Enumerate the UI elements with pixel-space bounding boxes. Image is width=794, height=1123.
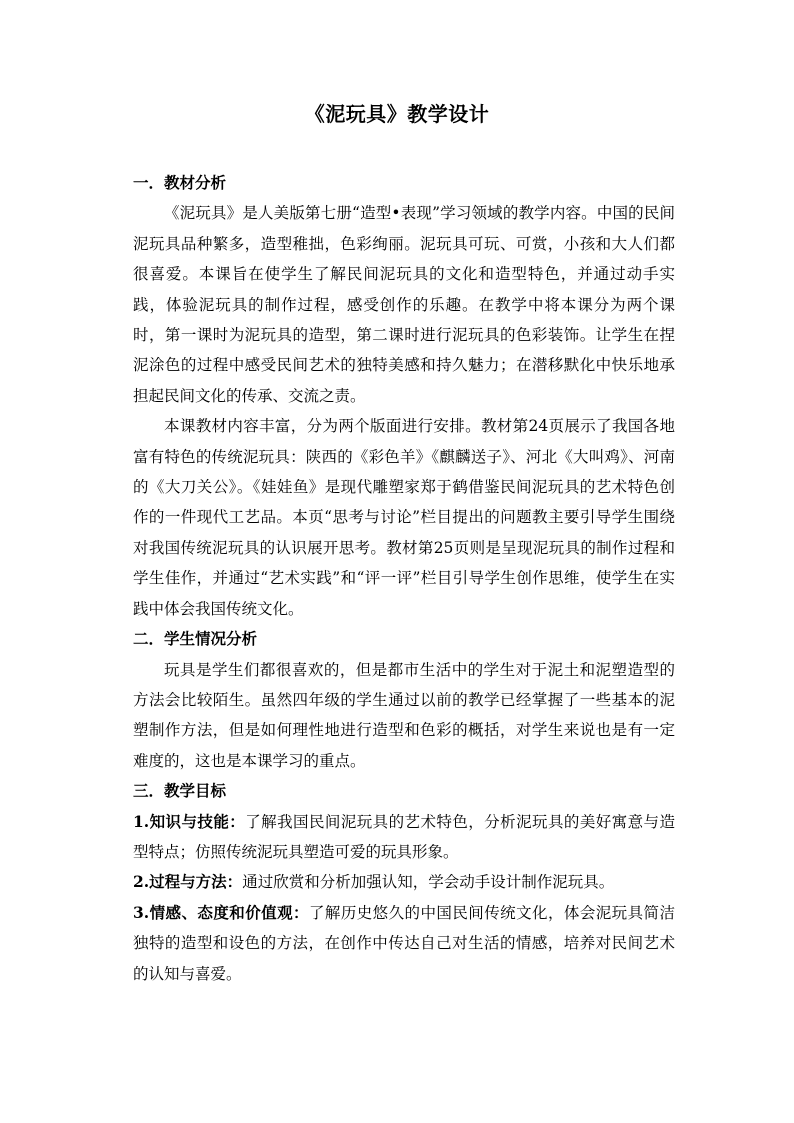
goal-text: 了解我国民间泥玩具的艺术特色，分析泥玩具的美好寓意与造型特点；仿照传统泥玩具塑造可爱的玩具形象。 (133, 812, 675, 861)
document-title: 《泥玩具》教学设计 (304, 102, 490, 126)
goal-label: 3.情感、态度和价值观： (133, 902, 309, 922)
section-heading-textbook-analysis: 一．教材分析 (133, 173, 227, 192)
goal-item-knowledge-skills (133, 807, 675, 868)
goal-text: 了解历史悠久的中国民间传统文化，体会泥玩具简洁独特的造型和设色的方法，在创作中传达自己对生活的情感，培养对民间艺术的认知与喜爱。 (133, 903, 675, 983)
paragraph-textbook-content: 本课教材内容丰富，分为两个版面进行安排。教材第24页展示了我国各地富有特色的传统泥玩具：陕西的《彩色羊》《麒麟送子》、河北《大叫鸡》、河南的《大刀关公》。《娃娃鱼》是现代雕塑家郑于鹤借鉴民间泥玩具的艺术特色创作的一件现代工艺品。本页“思考与讨论”栏目提出的问题教主要引导学生围绕对我国传统泥玩具的认识展开思考。教材第25页则是呈现泥玩具的制作过程和学生佳作，并通过“艺术实践”和“评一评”栏目引导学生创作思维，使学生在实践中体会我国传统文化。 (133, 417, 675, 618)
paragraph-textbook-overview: 《泥玩具》是人美版第七册“造型•表现”学习领域的教学内容。中国的民间泥玩具品种繁多，造型稚拙，色彩绚丽。泥玩具可玩、可赏，小孩和大人们都很喜爱。本课旨在使学生了解民间泥玩具的文化和造型特色，并通过动手实践，体验泥玩具的制作过程，感受创作的乐趣。在教学中将本课分为两个课时，第一课时为泥玩具的造型，第二课时进行泥玩具的色彩装饰。让学生在捏泥涂色的过程中感受民间艺术的独特美感和持久魅力；在潜移默化中快乐地承担起民间文化的传承、交流之责。 (133, 204, 675, 405)
goal-label: 1.知识与技能： (133, 811, 246, 831)
section-heading-student-analysis: 二．学生情况分析 (133, 629, 258, 649)
goal-item-process-methods (133, 867, 675, 897)
goal-text: 通过欣赏和分析加强认知，学会动手设计制作泥玩具。 (242, 873, 615, 892)
goal-item-emotion-values (133, 898, 675, 989)
goal-label: 2.过程与方法： (133, 872, 243, 892)
document-body (133, 168, 675, 989)
section-heading-teaching-goals: 三．教学目标 (133, 781, 227, 801)
paragraph-student-analysis: 玩具是学生们都很喜欢的，但是都市生活中的学生对于泥土和泥塑造型的方法会比较陌生。虽然四年级的学生通过以前的教学已经掌握了一些基本的泥塑制作方法，但是如何理性地进行造型和色彩的概括，对学生来说也是有一定难度的，这也是本课学习的重点。 (133, 660, 675, 770)
